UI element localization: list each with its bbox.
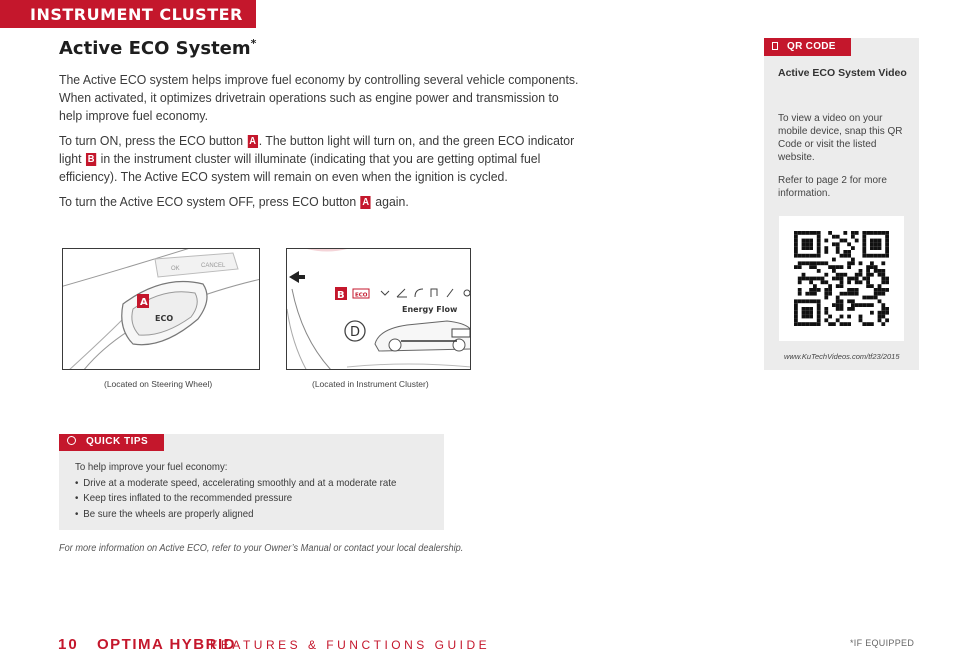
turn-on-text-3: in the instrument cluster will illuminate (indicating that you are getting optimal fuel efficiency). The Active ECO system will remain on even when the ignition is cycled. <box>59 151 541 184</box>
tips-icon <box>67 436 76 445</box>
footer-model-name: OPTIMA HYBRID <box>97 636 236 653</box>
list-item: • Drive at a moderate speed, accelerating smoothly and at a moderate rate <box>75 476 411 492</box>
steering-wheel-drawing <box>63 249 260 370</box>
phone-icon <box>397 289 407 297</box>
instrument-cluster-illustration <box>286 248 471 370</box>
qr-code-tag <box>764 38 851 56</box>
quick-tips-tag <box>59 434 164 451</box>
marker-a: A <box>362 197 370 208</box>
turn-on-paragraph <box>59 132 580 186</box>
qr-code-icon <box>779 216 904 341</box>
eco-indicator-label: ECO <box>355 292 368 299</box>
energy-flow-label: Energy Flow <box>402 305 458 314</box>
arrow-left-icon <box>289 271 305 283</box>
qr-video-url[interactable]: www.KuTechVideos.com/tf23/2015 <box>784 352 900 361</box>
quick-tips-content <box>75 460 411 522</box>
phone-icon <box>772 42 778 50</box>
intro-paragraph: The Active ECO system helps improve fuel economy by controlling several vehicle components. When activated, it optimizes drivetrain operations such as engine power and transmission to help improve fuel economy. <box>59 72 579 123</box>
turn-off-text-1: To turn the Active ECO system OFF, press ECO button <box>59 194 360 209</box>
quick-tips-intro: To help improve your fuel economy: <box>75 461 228 473</box>
marker-b: B <box>87 154 95 165</box>
list-item: • Keep tires inflated to the recommended pressure <box>75 491 411 507</box>
qr-video-title: Active ECO System Video <box>778 67 907 79</box>
page-number: 10 <box>58 636 79 653</box>
battery-icon <box>452 329 470 337</box>
turn-on-text-2: . The button light will turn on, and the green ECO indicator light <box>59 133 575 166</box>
qr-code-label: QR CODE <box>787 41 836 52</box>
title-footnote-mark: * <box>250 37 257 50</box>
quick-tips-list <box>75 476 411 523</box>
turn-on-text-1: To turn ON, press the ECO button <box>59 133 247 148</box>
quick-tips-label: QUICK TIPS <box>86 436 149 447</box>
marker-b-label: B <box>337 290 345 301</box>
footer-guide-title: FEATURES & FUNCTIONS GUIDE <box>210 638 491 652</box>
section-header-tab: INSTRUMENT CLUSTER <box>0 0 256 28</box>
page-title <box>59 37 256 59</box>
ok-label: OK <box>171 266 180 272</box>
turn-off-text-2: again. <box>371 194 409 209</box>
qr-code-image[interactable] <box>779 216 904 341</box>
signal-icon <box>415 289 423 297</box>
cluster-caption: (Located in Instrument Cluster) <box>312 379 429 389</box>
wrench-icon <box>447 289 453 297</box>
marker-a: A <box>249 136 256 147</box>
steering-wheel-illustration <box>62 248 260 370</box>
more-info-note: For more information on Active ECO, refer to your Owner’s Manual or contact your local dealership. <box>59 543 464 554</box>
turn-off-paragraph <box>59 193 580 211</box>
if-equipped-note: *IF EQUIPPED <box>850 638 915 648</box>
cancel-label: CANCEL <box>201 263 226 269</box>
music-icon <box>431 289 437 297</box>
steering-caption: (Located on Steering Wheel) <box>104 379 213 389</box>
list-item: • Be sure the wheels are properly aligned <box>75 507 411 523</box>
gear-d-label: D <box>350 325 361 340</box>
gear-icon <box>464 290 470 296</box>
marker-a-label: A <box>140 297 148 308</box>
qr-description: To view a video on your mobile device, snap this QR Code or visit the listed website. <box>778 113 903 163</box>
title-text: Active ECO System <box>59 38 251 59</box>
satellite-icon <box>381 291 389 295</box>
eco-button-label: ECO <box>155 314 174 323</box>
instrument-cluster-drawing <box>287 249 471 370</box>
qr-refer-note: Refer to page 2 for more information. <box>778 175 887 199</box>
